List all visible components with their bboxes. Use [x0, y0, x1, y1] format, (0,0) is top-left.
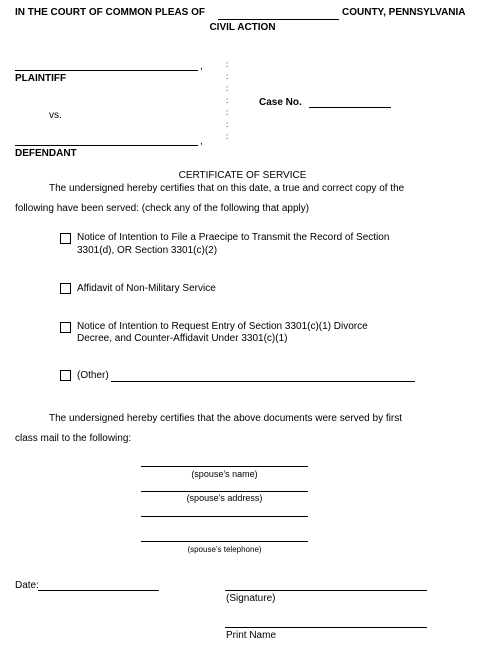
caption-colon: :: [226, 72, 229, 81]
caption-colon: :: [226, 84, 229, 93]
print-name-label: Print Name: [226, 630, 277, 641]
court-line-prefix: IN THE COURT OF COMMON PLEAS OF: [15, 7, 205, 18]
document-checkbox[interactable]: [60, 370, 71, 381]
spouse-name-blank-line: [141, 466, 308, 467]
document-option-label: Notice of Intention to File a Praecipe to Transmit the Record of Section: [77, 232, 390, 243]
document-checkbox[interactable]: [60, 233, 71, 244]
case-number-label: Case No.: [259, 97, 302, 108]
certificate-intro-line1: The undersigned hereby certifies that on this date, a true and correct copy of the: [49, 183, 405, 194]
plaintiff-comma: ,: [200, 61, 203, 72]
print-name-blank-line: [225, 627, 427, 628]
spouse-telephone-label: (spouse’s telephone): [187, 545, 262, 554]
caption-colon: :: [226, 120, 229, 129]
plaintiff-label: PLAINTIFF: [15, 73, 67, 84]
caption-colon: :: [226, 60, 229, 69]
date-blank-line: [38, 590, 159, 591]
service-statement-line1: The undersigned hereby certifies that the above documents were served by first: [49, 413, 402, 424]
document-option-label: 3301(d), OR Section 3301(c)(2): [77, 245, 218, 256]
date-label: Date:: [15, 580, 39, 591]
service-statement-line2: class mail to the following:: [15, 433, 132, 444]
spouse-address-label: (spouse’s address): [186, 493, 263, 503]
court-line-suffix: COUNTY, PENNSYLVANIA: [342, 7, 466, 18]
caption-colon: :: [226, 96, 229, 105]
document-option-label: Notice of Intention to Request Entry of Section 3301(c)(1) Divorce: [77, 321, 368, 332]
document-option-label: (Other): [77, 370, 109, 381]
other-document-blank-line: [111, 381, 415, 382]
case-number-blank-line: [309, 107, 391, 108]
defendant-comma: ,: [200, 136, 203, 147]
signature-blank-line: [225, 590, 427, 591]
caption-colon: :: [226, 132, 229, 141]
spouse-address-blank-line-2: [141, 516, 308, 517]
civil-action-heading: CIVIL ACTION: [209, 22, 276, 33]
defendant-blank-line: [15, 145, 198, 146]
signature-label: (Signature): [226, 593, 276, 604]
spouse-telephone-blank-line: [141, 541, 308, 542]
certificate-intro-line2: following have been served: (check any of the following that apply): [15, 203, 310, 214]
spouse-address-blank-line-1: [141, 491, 308, 492]
county-blank-line: [218, 19, 339, 20]
certificate-title: CERTIFICATE OF SERVICE: [178, 170, 307, 181]
document-checkbox[interactable]: [60, 283, 71, 294]
spouse-name-label: (spouse’s name): [191, 469, 258, 479]
versus-label: vs.: [49, 110, 62, 121]
caption-colon: :: [226, 108, 229, 117]
document-checkbox[interactable]: [60, 322, 71, 333]
document-option-label: Affidavit of Non-Military Service: [77, 283, 216, 294]
defendant-label: DEFENDANT: [15, 148, 77, 159]
document-option-label: Decree, and Counter-Affidavit Under 3301(c)(1): [77, 333, 288, 344]
plaintiff-blank-line: [15, 70, 198, 71]
